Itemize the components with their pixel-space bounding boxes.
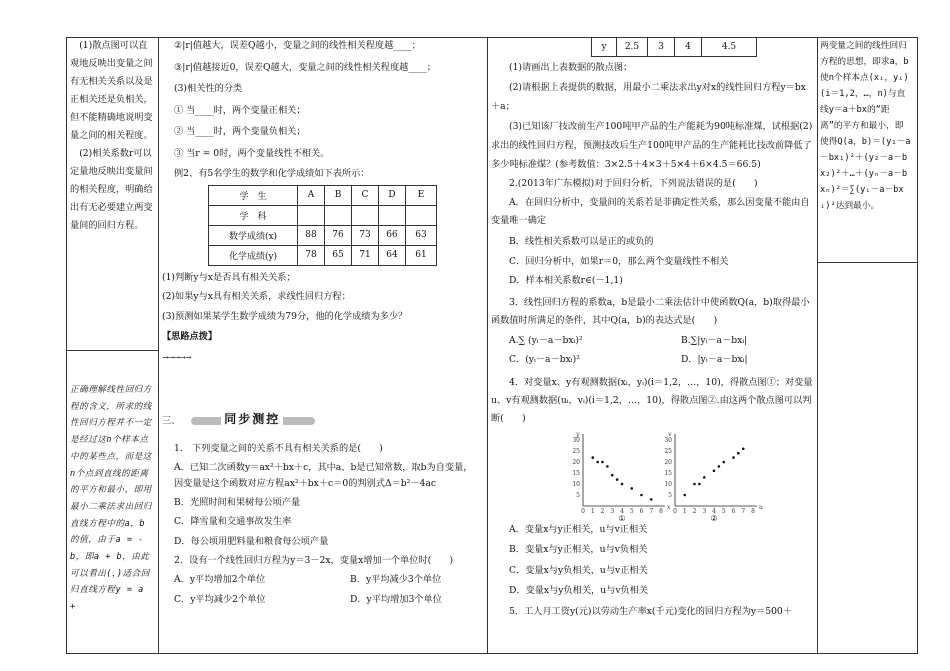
y-tick-label: 30: [572, 436, 580, 444]
option: B.∑|yᵢ－a－bxᵢ|: [681, 334, 748, 346]
table-cell: C: [352, 185, 379, 205]
x-tick-label: 1: [682, 507, 687, 515]
column-divider: [158, 38, 159, 653]
note-least-squares: 两变量之间的线性回归方程的思想，即求a，b使n个样本点(xᵢ，yᵢ)(i＝1,2，…，n)与直线y＝a＋bx的“距离”的平方和最小，即使得Q(a，b)＝(y₁－a－bx₁)²＋(y₂－a－bx₂)²＋…＋(yₙ－a－bxₙ)²＝∑(yᵢ－a－bxᵢ)²达到最小。: [820, 41, 911, 211]
scatter-point: [737, 451, 740, 454]
scatter-point: [621, 482, 624, 485]
option: C．y平均减少2个单位: [174, 593, 266, 605]
y-tick-label: 20: [664, 458, 672, 466]
main-column-2: [162, 38, 482, 650]
table-cell: 4.5: [702, 37, 757, 57]
option: A.∑ (yᵢ－a－bxᵢ)²: [509, 334, 583, 346]
question: (1)判断y与x是否具有相关关系；: [162, 271, 296, 283]
line: ① 当____时，两个变量正相关；: [174, 104, 306, 116]
y-tick-label: 10: [664, 480, 672, 488]
x-tick-label: 3: [610, 507, 615, 515]
table-cell: 63: [406, 225, 437, 245]
scatter-point: [630, 487, 633, 490]
option: C．变量x与y负相关，u与v正相关: [509, 564, 648, 576]
option: A．y平均增加2个单位: [174, 573, 266, 585]
scatter-point: [693, 482, 696, 485]
scatter-point: [650, 498, 653, 501]
scatter-point: [713, 469, 716, 472]
x-tick-label: 3: [702, 507, 707, 515]
hint-arrows: →→→→→: [162, 352, 191, 362]
option: B．y平均减少3个单位: [350, 573, 442, 585]
option: B．光照时间和果树每公顷产量: [174, 496, 301, 508]
x-tick-label: 2: [600, 507, 605, 515]
option: B．变量x与y正相关，u与v负相关: [509, 544, 648, 555]
column-divider: [817, 38, 818, 653]
y-tick-label: 15: [664, 469, 672, 477]
x-tick-label: 5: [629, 507, 634, 515]
table-cell: E: [406, 185, 437, 205]
table-cell: 4: [675, 37, 702, 57]
line: ②|r|值越大，误差Q越小，变量之间的线性相关程度越____；: [174, 40, 421, 51]
question: (2)请根据上表提供的数据，用最小二乘法求出y对x的线性回归方程y＝bx＋a；: [491, 81, 806, 112]
note-scatter: (1)散点图可以直观地反映出变量之间有无相关关系以及是正相关还是负相关，但不能精确地说明变量之间的相关程度。: [70, 40, 153, 141]
table-cell: B: [325, 185, 352, 205]
line: ③ 当r = 0时，两个变量线性不相关。: [174, 147, 330, 159]
x-axis-label: u: [759, 503, 763, 511]
question: (1)请画出上表数据的散点图；: [509, 62, 633, 73]
chart-title: ①: [618, 513, 626, 522]
option: A．变量x与y正相关，u与v正相关: [509, 523, 648, 535]
option: A．在回归分析中，变量间的关系若是非确定性关系，那么因变量不能由自变量唯一确定: [491, 197, 810, 226]
scatter-point: [698, 482, 701, 485]
score-table: [208, 185, 437, 266]
x-tick-label: 8: [751, 507, 755, 515]
row-divider: [817, 262, 917, 263]
x-tick-label: 4: [712, 507, 716, 515]
scatter-point: [732, 456, 735, 459]
option: D．|yᵢ－a－bxᵢ|: [681, 353, 748, 365]
x-tick-label: 5: [721, 507, 726, 515]
question: (2)如果y与x具有相关关系，求线性回归方程；: [162, 291, 351, 302]
x-tick-label: 4: [620, 507, 624, 515]
x-tick-label: 7: [649, 507, 654, 515]
scatter-point: [703, 476, 706, 479]
table-cell: D: [379, 185, 406, 205]
table-cell: 2.5: [617, 37, 648, 57]
table-cell: 73: [352, 225, 379, 245]
line: ③|r|值越接近0，误差Q越大，变量之间的线性相关程度越____；: [174, 61, 436, 73]
scatter-point: [596, 460, 599, 463]
question: (3)预测如果某学生数学成绩为79分，他的化学成绩为多少？: [162, 310, 408, 322]
column-divider: [487, 38, 488, 653]
x-tick-label: 0: [581, 507, 585, 515]
section-label: 三、: [162, 415, 181, 427]
note-regression: 正确理解线性回归方程的含义，所求的线性回归方程并不一定是经过这n个样本点中的某些点，而是这n个点到直线的距离的平方和最小，即用最小二乘法求出回归直线方程中的a，b的值，由于a = -b，即a + b，由此可以看出(，)适合回归直线方程y = a +: [70, 385, 152, 613]
x-tick-label: 8: [659, 507, 663, 515]
banner-title: 同步测控: [221, 410, 283, 427]
table-header: 学 科: [209, 205, 298, 225]
scatter-point: [616, 478, 619, 481]
table-cell: 3: [648, 37, 675, 57]
x-tick-label: 7: [741, 507, 746, 515]
table-cell: 65: [325, 245, 352, 265]
y-tick-label: 20: [572, 458, 580, 466]
y-axis-label: y: [576, 430, 580, 438]
table-row-label: 数学成绩(x): [209, 225, 298, 245]
table-cell: 64: [379, 245, 406, 265]
table-cell: 78: [298, 245, 325, 265]
x-tick-label: 6: [731, 507, 736, 515]
y-tick-label: 5: [576, 491, 580, 499]
scatter-plots: [491, 430, 813, 522]
x-tick-label: 0: [673, 507, 677, 515]
y-tick-label: 30: [664, 436, 672, 444]
question: 1. 下列变量之间的关系不具有相关关系的是( ): [174, 443, 383, 454]
question: 5．工人月工资y(元)以劳动生产率x(千元)变化的回归方程为y＝500＋: [509, 605, 792, 617]
scatter-point: [742, 447, 745, 450]
chart-title: ②: [710, 513, 718, 522]
table-cell: 76: [325, 225, 352, 245]
question: (3)已知该厂技改前生产100吨甲产品的生产能耗为90吨标准煤，试根据(2)求出的线性回归方程，预测技改后生产100吨甲产品的生产能耗比技改前降低了多少吨标准煤？(参考数值：3×2.5＋4×3＋5×4＋6×4.5＝66.5): [491, 120, 813, 170]
note-column-right: [820, 38, 912, 258]
hint-title: 【思路点拨】: [162, 331, 218, 342]
data-table: [591, 37, 757, 57]
y-tick-label: 25: [664, 447, 672, 455]
note-column-left: [70, 37, 154, 649]
question: 4．对变量x、y有观测数据(xᵢ，yᵢ)(i＝1,2，…，10)，得散点图①；对变量u、v有观测数据(uᵢ，vᵢ)(i＝1,2，…，10)，得散点图②.由这两个散点图可以判断( ): [491, 376, 813, 424]
option: D．变量x与y负相关，u与v负相关: [509, 585, 649, 596]
scatter-point: [718, 465, 721, 468]
scatter-point: [722, 460, 725, 463]
scatter-point: [611, 473, 614, 476]
option: B．线性相关系数可以是正的或负的: [509, 236, 654, 247]
line: ② 当____时，两个变量负相关；: [174, 126, 306, 137]
y-axis-label: v: [668, 430, 672, 438]
table-header: 学 生: [209, 185, 298, 205]
scatter-point: [606, 465, 609, 468]
option: C．降雪量和交通事故发生率: [174, 516, 292, 527]
table-cell: 71: [352, 245, 379, 265]
sync-test-banner: [183, 412, 323, 430]
option: A．已知二次函数y＝ax²＋bx＋c，其中a、b是已知常数，取b为自变量，因变量是这个函数对应方程ax²＋bx＋c＝0的判别式Δ＝b²－4ac: [174, 461, 473, 489]
x-axis-label: x: [667, 503, 671, 511]
table-row-label: 化学成绩(y): [209, 245, 298, 265]
option: C．回归分析中，如果r＝0，那么两个变量线性不相关: [509, 255, 729, 267]
question: 2．设有一个线性回归方程为y＝3－2x，变量x增加一个单位时( ): [174, 555, 454, 566]
y-tick-label: 25: [572, 447, 580, 455]
main-column-3: [491, 37, 813, 649]
note-correlation: (2)相关系数r可以定量地反映出变量间的相关程度，明确给出有无必要建立两变量间的回归方程。: [70, 148, 153, 231]
question: 3．线性回归方程的系数a，b是最小二乘法估计中使函数Q(a，b)取得最小函数值时所满足的条件，其中Q(a，b)的表达式是( ): [491, 296, 810, 326]
option: D．样本相关系数r∈(－1,1): [509, 275, 623, 286]
option: D．y平均增加3个单位: [350, 593, 442, 605]
table-cell: 61: [406, 245, 437, 265]
y-tick-label: 5: [668, 491, 672, 499]
y-tick-label: 15: [572, 469, 580, 477]
scatter-point: [640, 493, 643, 496]
x-tick-label: 2: [692, 507, 697, 515]
example-title: 例2、有5名学生的数学和化学成绩如下表所示：: [174, 168, 370, 179]
scatter-point: [601, 460, 604, 463]
line: (3)相关性的分类: [174, 83, 243, 94]
table-cell: y: [592, 37, 617, 57]
question: 2.(2013年广东模拟)对于回归分析，下列说法错误的是( ): [509, 177, 758, 189]
table-cell: 88: [298, 225, 325, 245]
table-cell: 66: [379, 225, 406, 245]
option: D．每公顷用肥料量和粮食每公顷产量: [174, 535, 329, 547]
y-tick-label: 10: [572, 480, 580, 488]
x-tick-label: 1: [590, 507, 595, 515]
scatter-point: [591, 456, 594, 459]
scatter-point: [683, 493, 686, 496]
table-cell: A: [298, 185, 325, 205]
option: C．(yᵢ－a－bxᵢ)²: [509, 353, 580, 365]
x-tick-label: 6: [639, 507, 644, 515]
